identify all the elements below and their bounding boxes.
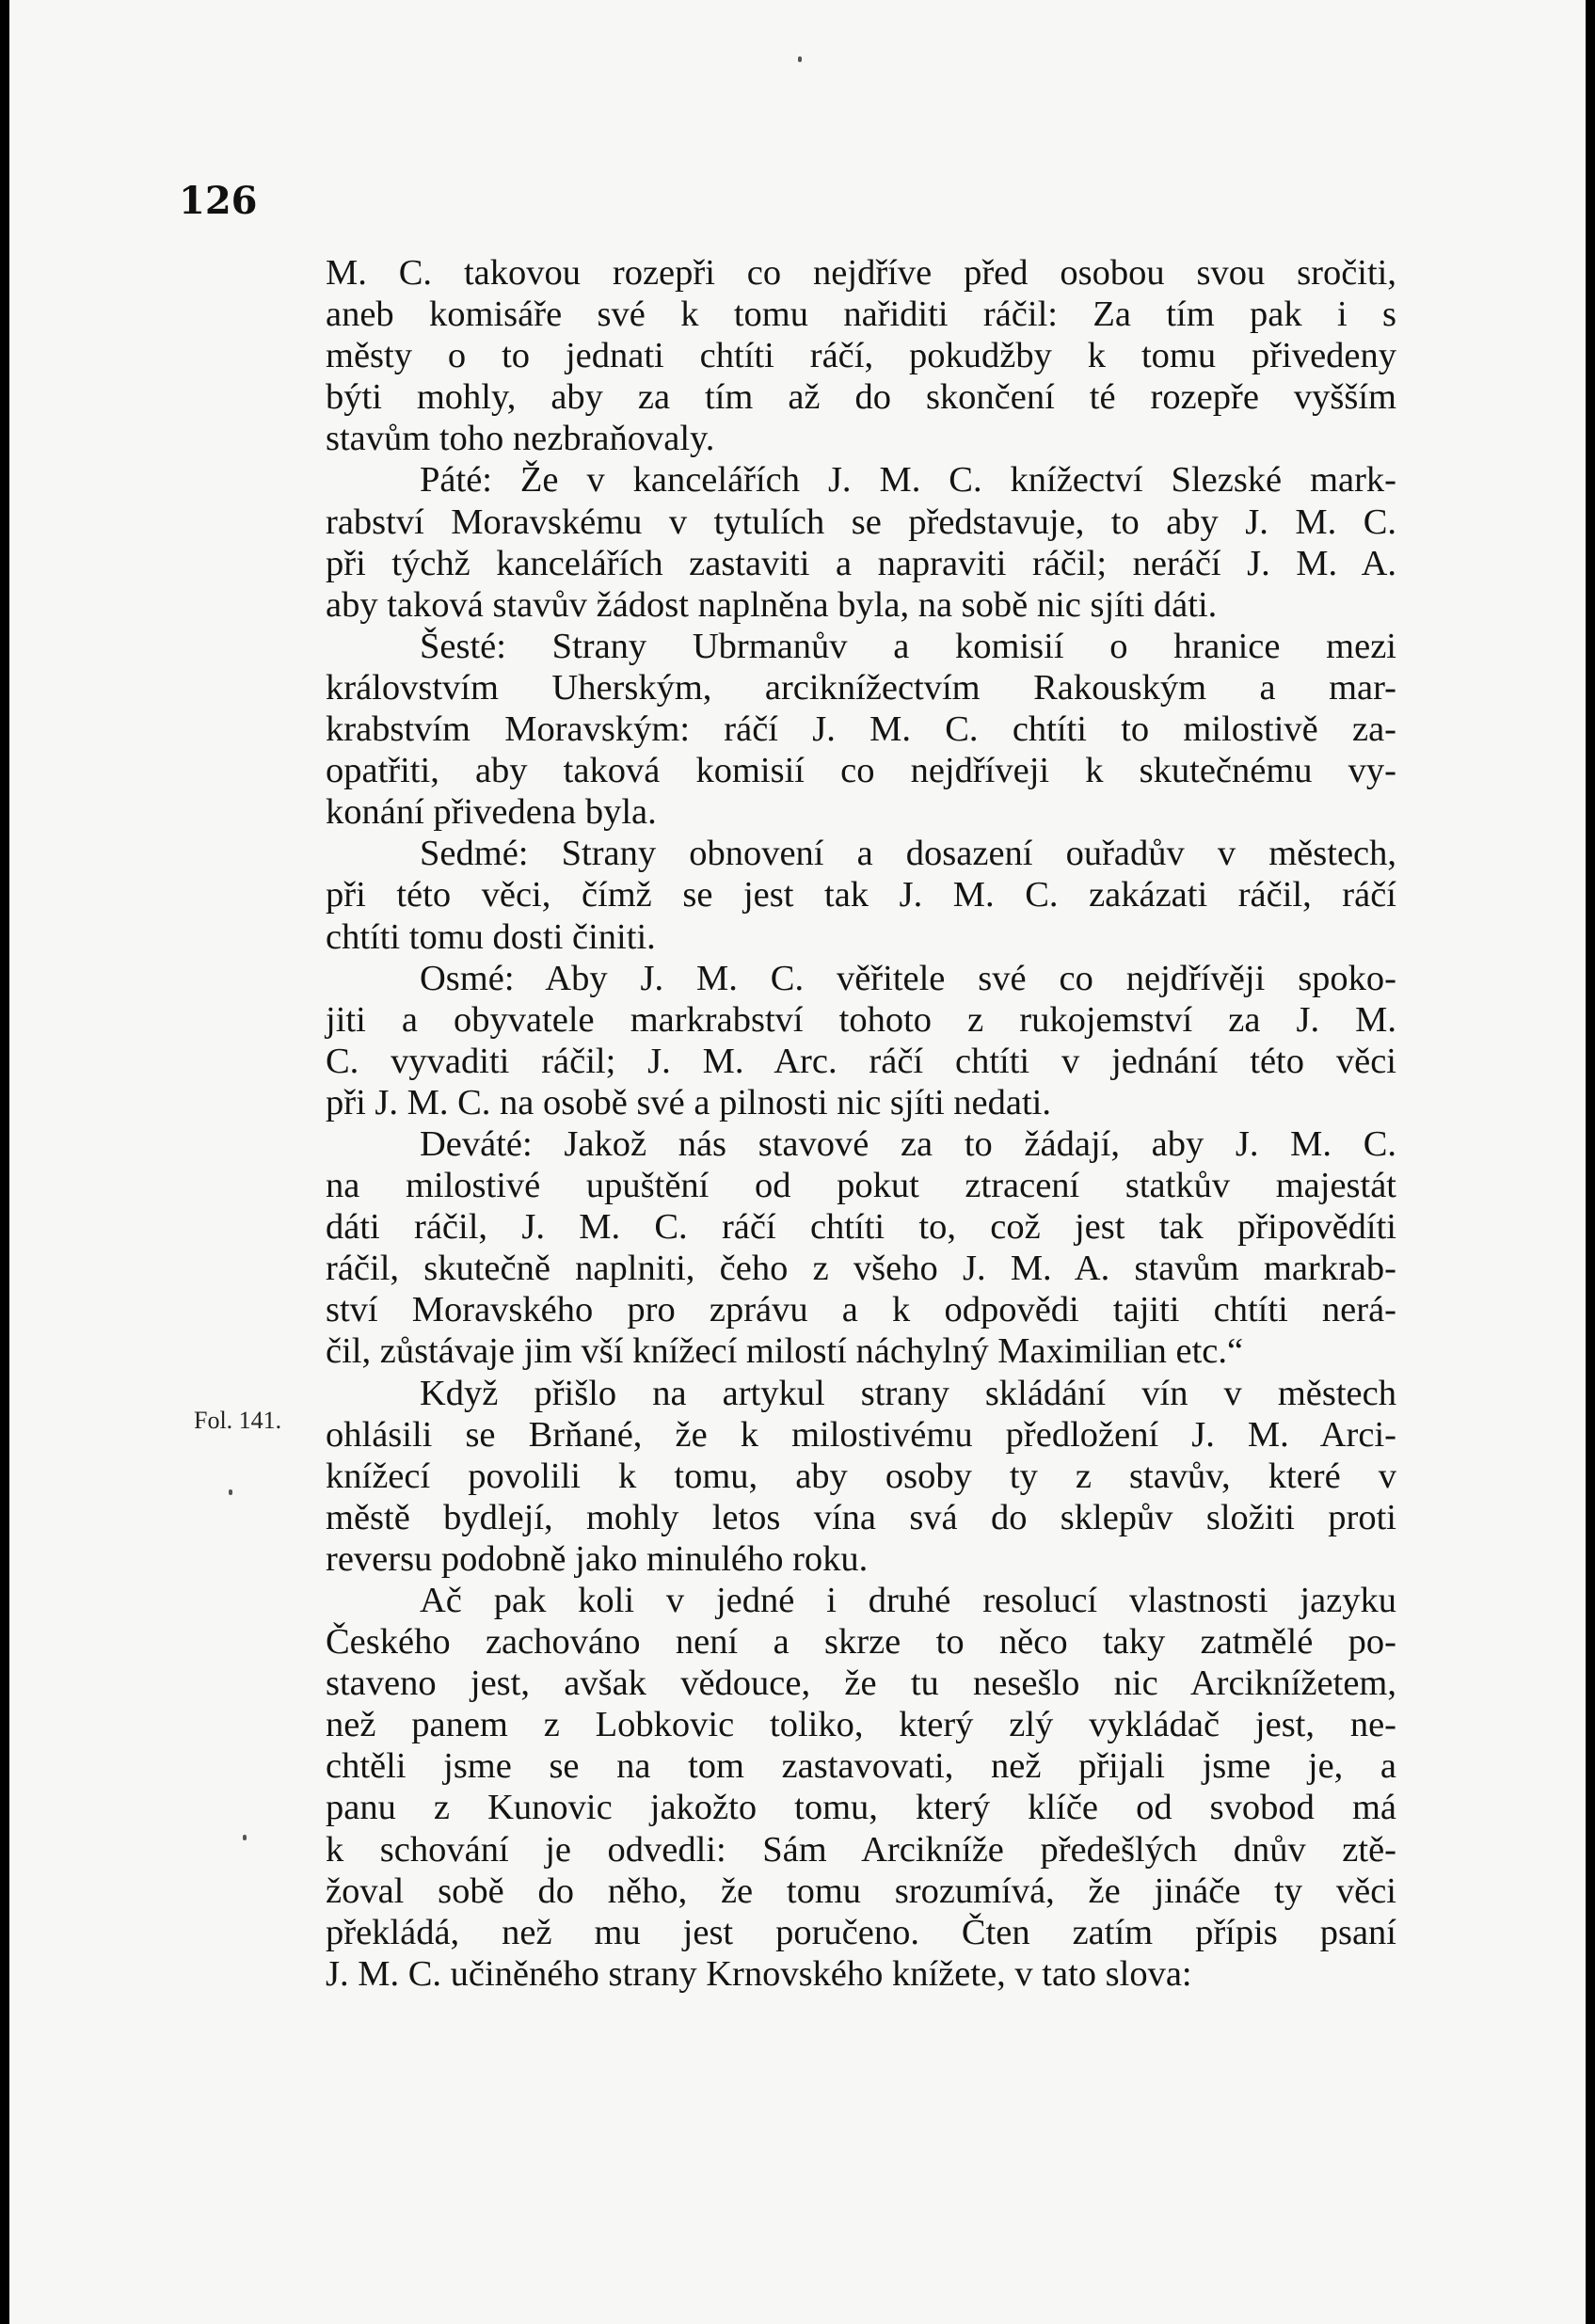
text-line: překládá, než mu jest poručeno. Čten zatím přípis psaní xyxy=(326,1912,1396,1952)
paragraph xyxy=(326,459,1396,625)
text-line: chtíti tomu dosti činiti. xyxy=(326,916,656,957)
margin-note-folio: Fol. 141. xyxy=(194,1407,282,1434)
text-line: městy o to jednati chtíti ráčí, pokudžby k tomu přivedeny xyxy=(326,336,1396,376)
text-line: Českého zachováno není a skrze to něco taky zatmělé po- xyxy=(326,1622,1396,1663)
text-line: Deváté: Jakož nás stavové za to žádají, aby J. M. C. xyxy=(420,1123,1396,1164)
paragraph xyxy=(326,833,1396,957)
text-line: knížecí povolili k tomu, aby osoby ty z stavův, které v xyxy=(326,1456,1396,1496)
text-line: chtěli jsme se na tom zastavovati, než přijali jsme je, a xyxy=(326,1746,1396,1787)
paragraph xyxy=(326,958,1396,1123)
text-line: ráčil, skutečně naplniti, čeho z všeho J. M. A. stavům markrab- xyxy=(326,1249,1396,1289)
text-line: stavům toho nezbraňovaly. xyxy=(326,419,715,459)
text-line: Osmé: Aby J. M. C. věřitele své co nejdřívěji spoko- xyxy=(420,958,1396,998)
text-line: k schování je odvedli: Sám Arcikníže předešlých dnův ztě- xyxy=(326,1829,1396,1870)
text-line: rabství Moravskému v tytulích se představuje, to aby J. M. C. xyxy=(326,501,1396,542)
text-line: Ač pak koli v jedné i druhé resolucí vlastnosti jazyku xyxy=(420,1581,1396,1620)
text-line: M. C. takovou rozepři co nejdříve před osobou svou sročiti, xyxy=(326,253,1396,293)
text-line: při týchž kancelářích zastaviti a napraviti ráčil; neráčí J. M. A. xyxy=(326,543,1396,583)
text-line: při této věci, čímž se jest tak J. M. C. zakázati ráčil, ráčí xyxy=(326,875,1396,915)
paragraph xyxy=(326,1123,1396,1373)
text-line: Sedmé: Strany obnovení a dosazení ouřadův v městech, xyxy=(420,834,1396,874)
text-line: žoval sobě do něho, že tomu srozumívá, že jináče ty věci xyxy=(326,1870,1396,1911)
text-line: panu z Kunovic jakožto tomu, který klíče od svobod má xyxy=(326,1788,1396,1828)
text-line: městě bydlejí, mohly letos vína svá do sklepův složiti proti xyxy=(326,1497,1396,1537)
text-line: Páté: Že v kancelářích J. M. C. knížectví Slezské mark- xyxy=(420,460,1396,501)
text-line: jiti a obyvatele markrabství tohoto z rukojemství za J. M. xyxy=(326,999,1396,1040)
text-line: staveno jest, avšak vědouce, že tu nesešlo nic Arciknížetem, xyxy=(326,1663,1396,1704)
text-line: při J. M. C. na osobě své a pilnosti nic sjíti nedati. xyxy=(326,1082,1051,1122)
paper-fleck xyxy=(798,56,802,62)
paper-fleck xyxy=(243,1835,247,1840)
text-line: J. M. C. učiněného strany Krnovského knížete, v tato slova: xyxy=(326,1953,1192,1994)
text-line: krabstvím Moravským: ráčí J. M. C. chtíti to milostivě za- xyxy=(326,709,1396,750)
paper-fleck xyxy=(229,1489,232,1495)
text-line: dáti ráčil, J. M. C. ráčí chtíti to, což jest tak připovědíti xyxy=(326,1207,1396,1248)
text-line: býti mohly, aby za tím až do skončení té rozepře vyšším xyxy=(326,377,1396,418)
text-line: opatřiti, aby taková komisií co nejdříveji k skutečnému vy- xyxy=(326,751,1396,791)
text-line: reversu podobně jako minulého roku. xyxy=(326,1538,869,1579)
text-line: čil, zůstávaje jim vší knížecí milostí náchylný Maximilian etc.“ xyxy=(326,1331,1244,1372)
text-line: C. vyvaditi ráčil; J. M. Arc. ráčí chtíti v jednání této věci xyxy=(326,1041,1396,1081)
page-number: 126 xyxy=(179,179,258,223)
text-line: aneb komisáře své k tomu nařiditi ráčil: Za tím pak i s xyxy=(326,294,1396,335)
paragraph xyxy=(326,1373,1396,1580)
book-page xyxy=(9,0,1586,2324)
text-line: královstvím Uherským, arciknížectvím Rakouským a mar- xyxy=(326,667,1396,708)
text-line: aby taková stavův žádost naplněna byla, na sobě nic sjíti dáti. xyxy=(326,584,1218,625)
text-line: Šesté: Strany Ubrmanův a komisií o hranice mezi xyxy=(420,626,1396,666)
paragraph xyxy=(326,1580,1396,1995)
text-line: Když přišlo na artykul strany skládání vín v městech xyxy=(420,1373,1396,1413)
text-line: ohlásili se Brňané, že k milostivému předložení J. M. Arci- xyxy=(326,1414,1396,1455)
text-line: ství Moravského pro zprávu a k odpovědi tajiti chtíti nerá- xyxy=(326,1290,1396,1330)
text-line: konání přivedena byla. xyxy=(326,792,657,833)
paragraph xyxy=(326,626,1396,833)
text-line: než panem z Lobkovic toliko, který zlý vykládač jest, ne- xyxy=(326,1705,1396,1745)
text-line: na milostivé upuštění od pokut ztracení statkův majestát xyxy=(326,1166,1396,1206)
body-text xyxy=(326,252,1396,1995)
paragraph xyxy=(326,252,1396,459)
